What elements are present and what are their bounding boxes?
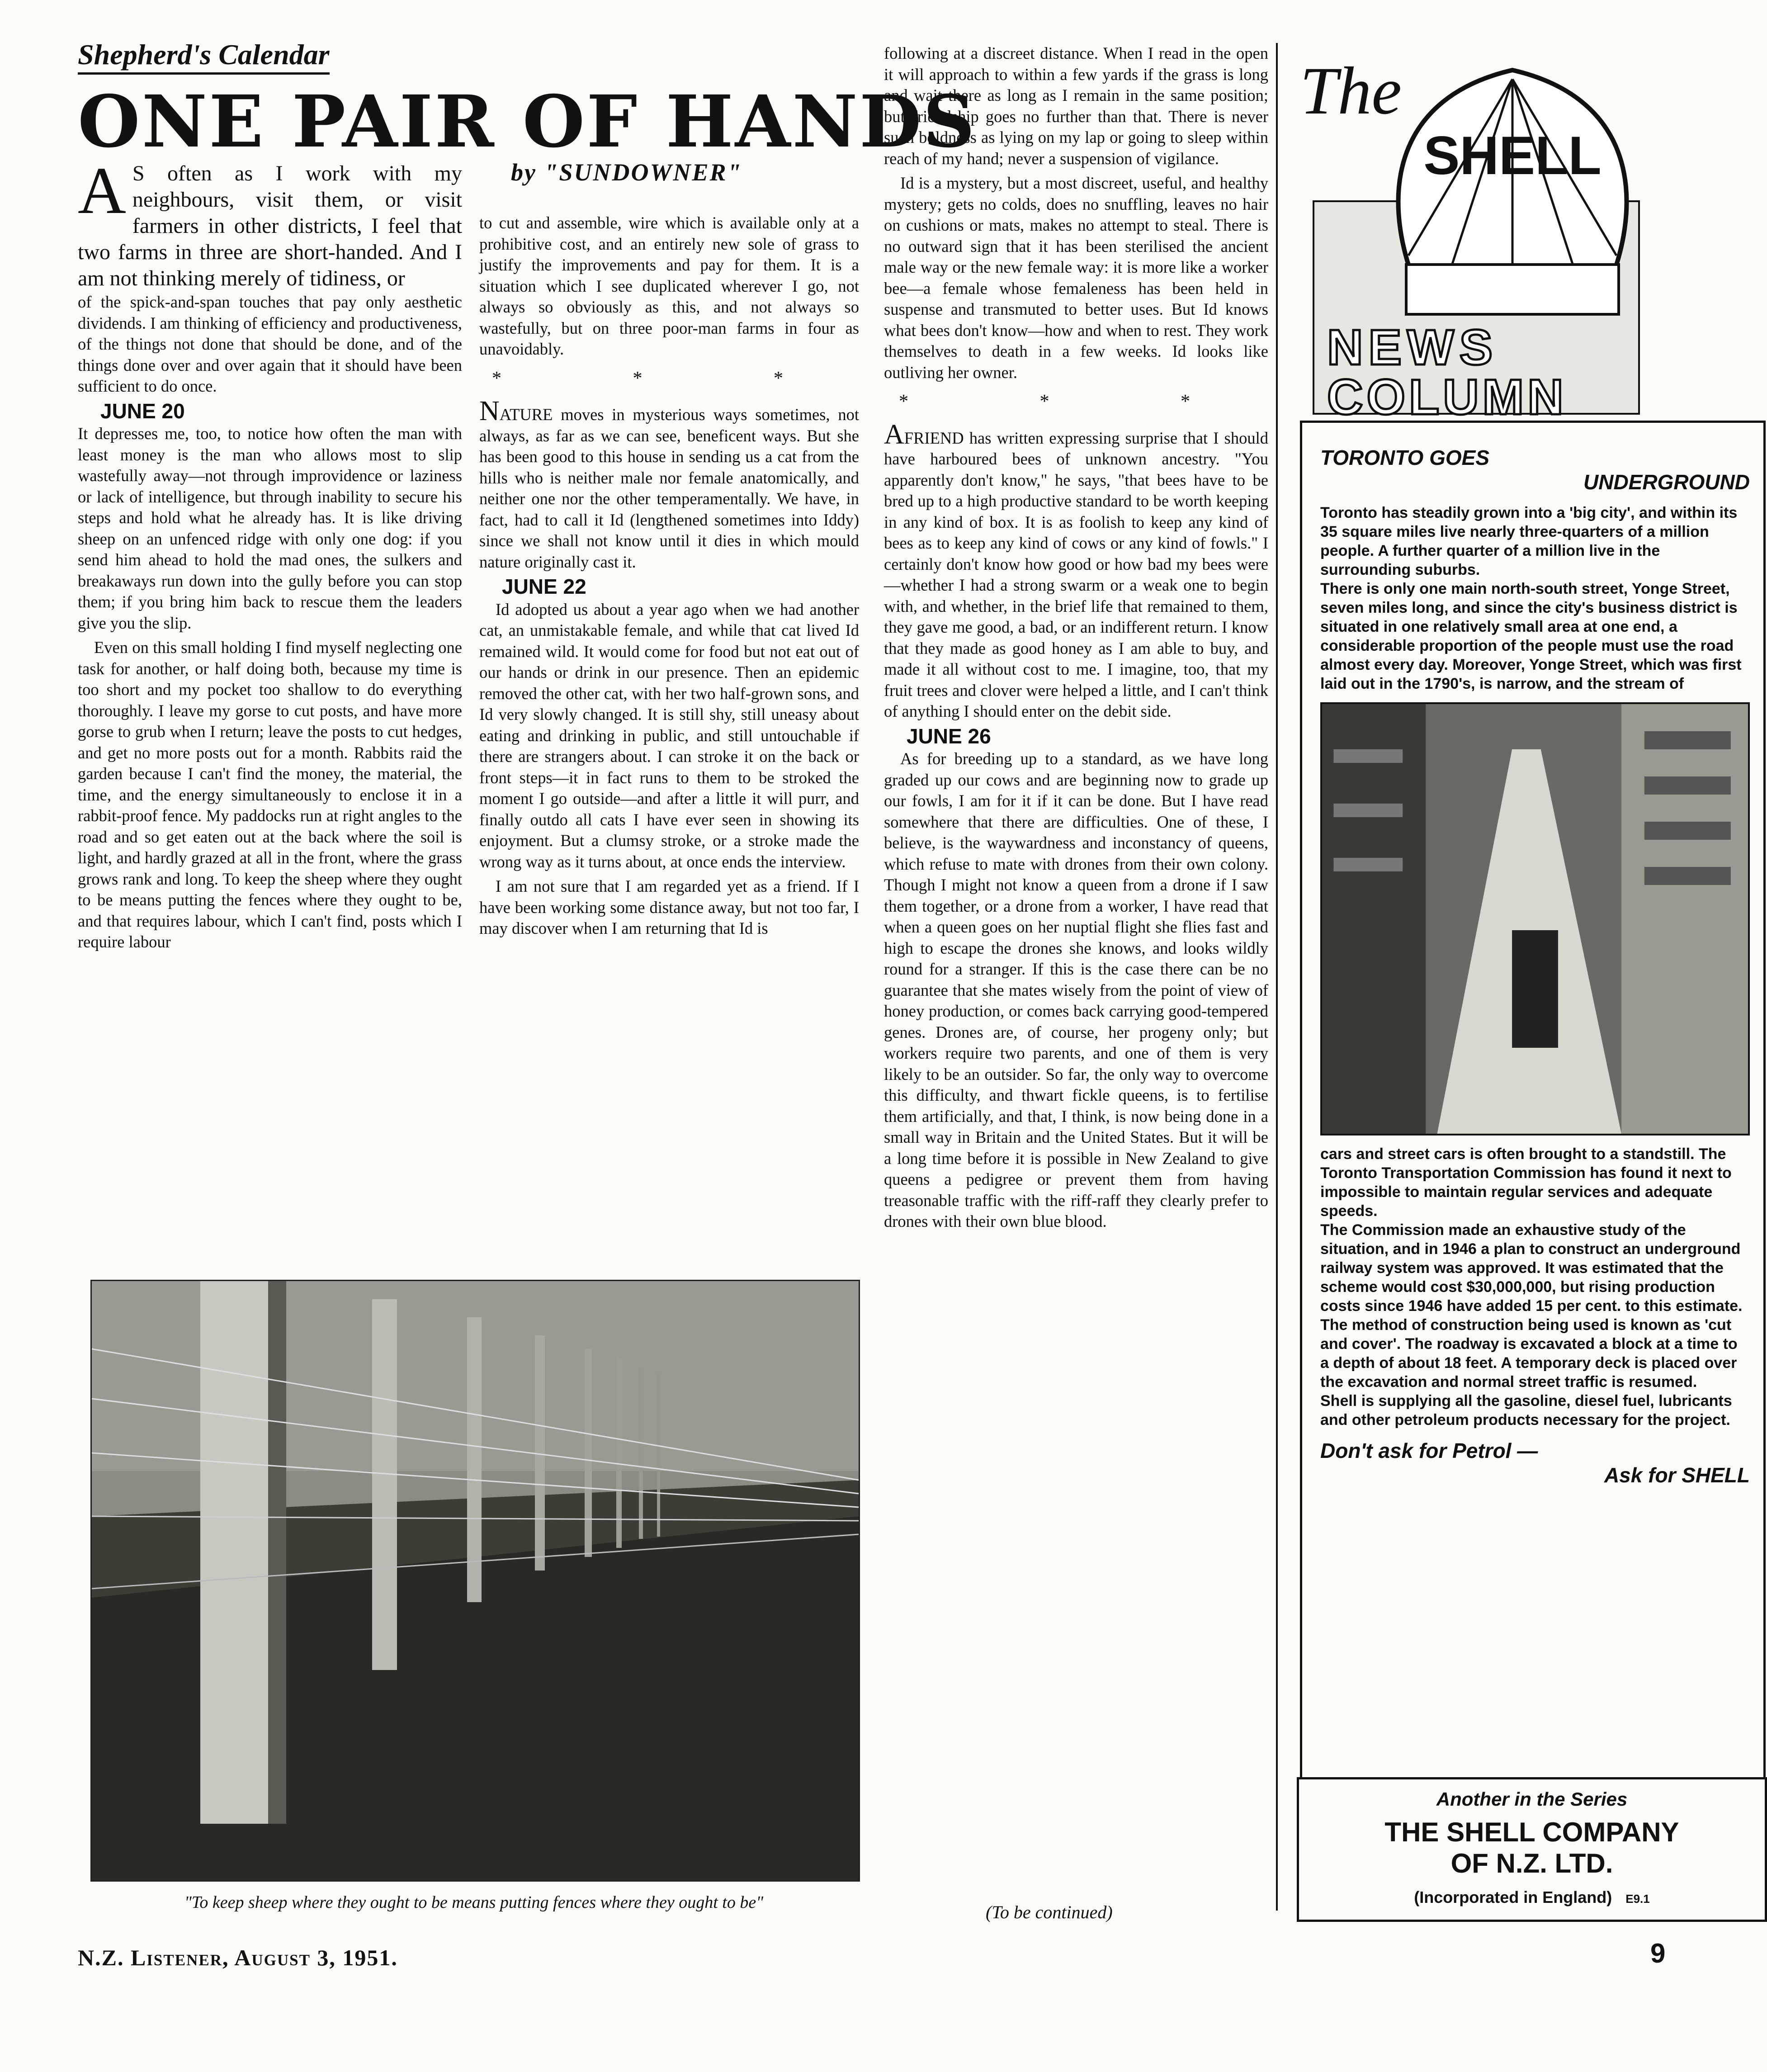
news-paragraph: The method of construction being used is known as 'cut and cover'. The roadway is excavated a block at a time to a depth of about 18 feet. A temporary deck is placed over the excavation and normal street traffic is resumed. — [1320, 1316, 1738, 1391]
date-label: JUNE 20 — [100, 399, 185, 423]
news-paragraph: There is only one main north-south street, Yonge Street, seven miles long, and since the city's business district is situated in one relatively small area at one end, a considerable proportion of the people must use the road almost every day. Moreover, Yonge Street, which was first laid out in the 1790's, is narrow, and the stream of — [1320, 580, 1742, 692]
slogan-line-1: Don't ask for Petrol — — [1320, 1439, 1538, 1462]
news-title: NEWS — [1327, 320, 1498, 375]
paragraph-text: FRIEND has written expressing surprise that I should have harboured bees of unknown ancestry. "You apparently don't know," he says, "that bees have to be bred up to a high productive standard to be worth keeping in any kind of box. It is as foolish to keep any kind of bees as to keep any kind of cows or any kind of fowls." I certainly don't know how good or how bad my bees were—whether I had a strong swarm or a weak one to begin with, and whether, in the brief life that remained to them, they gave me good, a bad, or an indifferent return. I know that they made as good honey as I am able to buy, and made it all without cost to me. I imagine, too, that my fruit trees and clover were helped a little, and I can't think of anything I should enter on the debit side. — [884, 428, 1268, 720]
lead-paragraph — [78, 154, 462, 292]
section-kicker: Shepherd's Calendar — [78, 37, 330, 75]
paragraph: of the spick-and-span touches that pay only aesthetic dividends. I am thinking of efficiency and productiveness, of the things not done that should be done, and of the things done over and over again that it should have been sufficient to do once. — [78, 293, 462, 395]
shell-script-the: The — [1300, 53, 1402, 128]
paragraph — [884, 419, 1268, 722]
company-box — [1297, 1777, 1767, 1922]
paragraph: As for breeding up to a standard, as we have long graded up our cows and are beginning now to grade up our fowls, I am for it if it can be done. But I have read somewhere that there are difficulties. One of these, I believe, is the waywardness and inconstancy of queens, which refuse to mate with drones from their own colony. Though I might not know a queen from a drone if I saw them together, or a drone from a worker, I have read that when a queen goes on her nuptial flight she flies fast and high to escape the drones she knows, and looks wildly round for a stranger. If this is the case there can be no guarantee that she mates wisely from the point of view of honey production, or comes back carrying good-tempered genes. Drones are, of course, her progeny only; but workers require two parents, and one of them is very likely to be an outsider. So far, the only way to overcome this difficulty, and thwart fickle queens, is to fertilise them artificially, and that, I think, is now being done in a small way in Britain and the United States. But it will be a long time before it is possible in New Zealand to give queens a pedigree or prevent them from having treasonable traffic with the riff-raff they clearly prefer to drones with their own blue blood. — [884, 749, 1268, 1230]
paragraph: It depresses me, too, to notice how often the man with least money is the man who allows most to slip wastefully away—not through improvidence or laziness or lack of intelligence, but through inability to secure his steps and hold what he already has. It is like driving sheep on an unfenced ridge with only one dog: if you send him ahead to hold the mad ones, the sulkers and breakaways run down into the gully before you can stop them; if you bring him back to rescue them the leaders give you the slip. — [78, 424, 462, 632]
paragraph: Id is a mystery, but a most discreet, useful, and healthy mystery; gets no colds, does no snuffling, leaves no hair on cushions or mats, makes no attempt to steal. There is no outward sign that it has been sterilised the ancient male way or the new female way: it is more like a worker bee—a female whose femaleness has been held in suspense and transmuted to better uses. But Id knows what bees don't know—how and when to rest. They work themselves to death in a few weeks. Id looks like outliving her owner. — [884, 174, 1268, 382]
news-headline-2: UNDERGROUND — [1583, 470, 1750, 494]
news-headline-1: TORONTO GOES — [1320, 446, 1490, 469]
section-separator: * * * — [899, 391, 1253, 412]
paragraph: following at a discreet distance. When I read in the open it will approach to within a few yards if the grass is long and wait there as long as I remain in the same position; but friendship goes no further than that. There is never such boldness as lying on my lap or going to sleep within reach of my hand; never a suspension of vigilance. — [884, 44, 1268, 168]
article-column-2 — [479, 213, 859, 943]
paragraph: I am not sure that I am regarded yet as a friend. If I have been working some distance away, but not too far, I may discover when I am returning that Id is — [479, 877, 859, 937]
paragraph: to cut and assemble, wire which is available only at a prohibitive cost, and an entirely new sole of grass to justify the improvements and pay for them. It is a situation which I see duplicated wherever I go, not always so obviously as this, and not always so wastefully, but on three poor-man farms in four as unavoidably. — [479, 213, 859, 358]
news-paragraph: The Commission made an exhaustive study of the situation, and in 1946 a plan to construct an underground railway system was approved. It was estimated that the scheme would cost $30,000,000, but rising production costs since 1946 have added 15 per cent. to this estimate. — [1320, 1221, 1743, 1315]
column-divider — [1276, 43, 1278, 1911]
column-title: COLUMN — [1327, 369, 1567, 425]
page-number: 9 — [1650, 1938, 1666, 1968]
continued-note: (To be continued) — [986, 1902, 1113, 1922]
article-column-1 — [78, 154, 462, 956]
paragraph: Even on this small holding I find myself neglecting one task for another, or half doing both, because my time is too short and my pocket too shallow to do everything thoroughly. I leave my gorse to cut posts, and have more gorse to grub when I return; leave the posts to cut hedges, and get no more posts out for a month. Rabbits raid the garden because I can't find the money, the material, the time, and the energy simultaneously to enclose it in a rabbit-proof fence. My paddocks run at right angles to the road and so get eaten out at the back where the soil is light, and hardly grazed at all in the front, where the grass grows rank and long. To keep the sheep where they ought to be means putting the fences where they ought to be, and that requires labour, which I can't find, posts which I require labour — [78, 638, 462, 951]
news-paragraph: Shell is supplying all the gasoline, diesel fuel, lubricants and other petroleum products necessary for the project. — [1320, 1392, 1732, 1429]
lead-text: S often as I work with my neighbours, visit them, or visit farmers in other districts, I feel that two farms in three are short-handed. And I am not thinking merely of tidiness, or — [78, 161, 462, 290]
fence-photo — [90, 1280, 860, 1882]
article-column-3 — [884, 43, 1268, 1236]
company-name-1: THE SHELL COMPANY — [1384, 1817, 1679, 1847]
date-label: JUNE 22 — [502, 575, 586, 598]
toronto-street-photo — [1320, 702, 1750, 1135]
paragraph — [479, 396, 859, 572]
slogan-line-2: Ask for SHELL — [1604, 1463, 1750, 1487]
article-headline: ONE PAIR OF HANDS — [78, 80, 977, 164]
news-paragraph: Toronto has steadily grown into a 'big city', and within its 35 square miles live nearly three-quarters of a million people. A further quarter of a million live in the surrounding suburbs. — [1320, 504, 1738, 578]
incorporated-text: (Incorporated in England) — [1414, 1888, 1612, 1906]
drop-cap: A — [78, 154, 126, 228]
news-paragraph: cars and street cars is often brought to a standstill. The Toronto Transportation Commission has found it next to impossible to maintain regular services and adequate speeds. — [1320, 1145, 1732, 1220]
shell-header — [1300, 43, 1644, 425]
incorporated-note — [1299, 1888, 1765, 1907]
shell-news-column — [1300, 421, 1766, 1779]
article-byline: by "SUNDOWNER" — [511, 159, 742, 186]
toronto-street-graphic — [1322, 704, 1748, 1134]
initial-cap: A — [884, 419, 904, 450]
photo-caption: "To keep sheep where they ought to be means putting fences where they ought to be" — [184, 1893, 764, 1912]
publication-info: N.Z. Listener, August 3, 1951. — [78, 1945, 398, 1970]
ad-code: E9.1 — [1625, 1892, 1650, 1906]
initial-cap: N — [479, 396, 500, 426]
section-separator: * * * — [492, 368, 846, 389]
shell-logo-text: SHELL — [1423, 125, 1602, 186]
paragraph: Id adopted us about a year ago when we had another cat, an unmistakable female, and while that cat lived Id remained wild. It would come for food but not eat out of our hands or drink in our presence. Then an epidemic removed the other cat, with her two half-grown sons, and Id very slowly changed. It is still shy, still uneasy about eating and drinking in public, and still untouchable if there are strangers about. I can stroke it on the back or front steps—it in fact runs to them to be stroked the moment I go outside—and after a little it will purr, and finally outdo all cats I have ever seen in showing its enjoyment. But a clumsy stroke, or a stroke made the wrong way as it turns about, at once ends the interview. — [479, 600, 859, 871]
company-name-2: OF N.Z. LTD. — [1450, 1848, 1613, 1878]
paragraph-text: ATURE moves in mysterious ways sometimes, not always, as far as we can see, beneficent ways. But she has been good to this house in sending us a cat from the hills who is neither male nor female anatomically, and neither one nor the other temperamentally. We have, in fact, had to call it Id (lengthened sometimes into Iddy) since we shall not know until it dies in which mould nature originally cast it. — [479, 405, 859, 571]
date-label: JUNE 26 — [907, 724, 991, 748]
fence-photo-graphic — [92, 1281, 859, 1880]
series-label: Another in the Series — [1436, 1788, 1628, 1810]
